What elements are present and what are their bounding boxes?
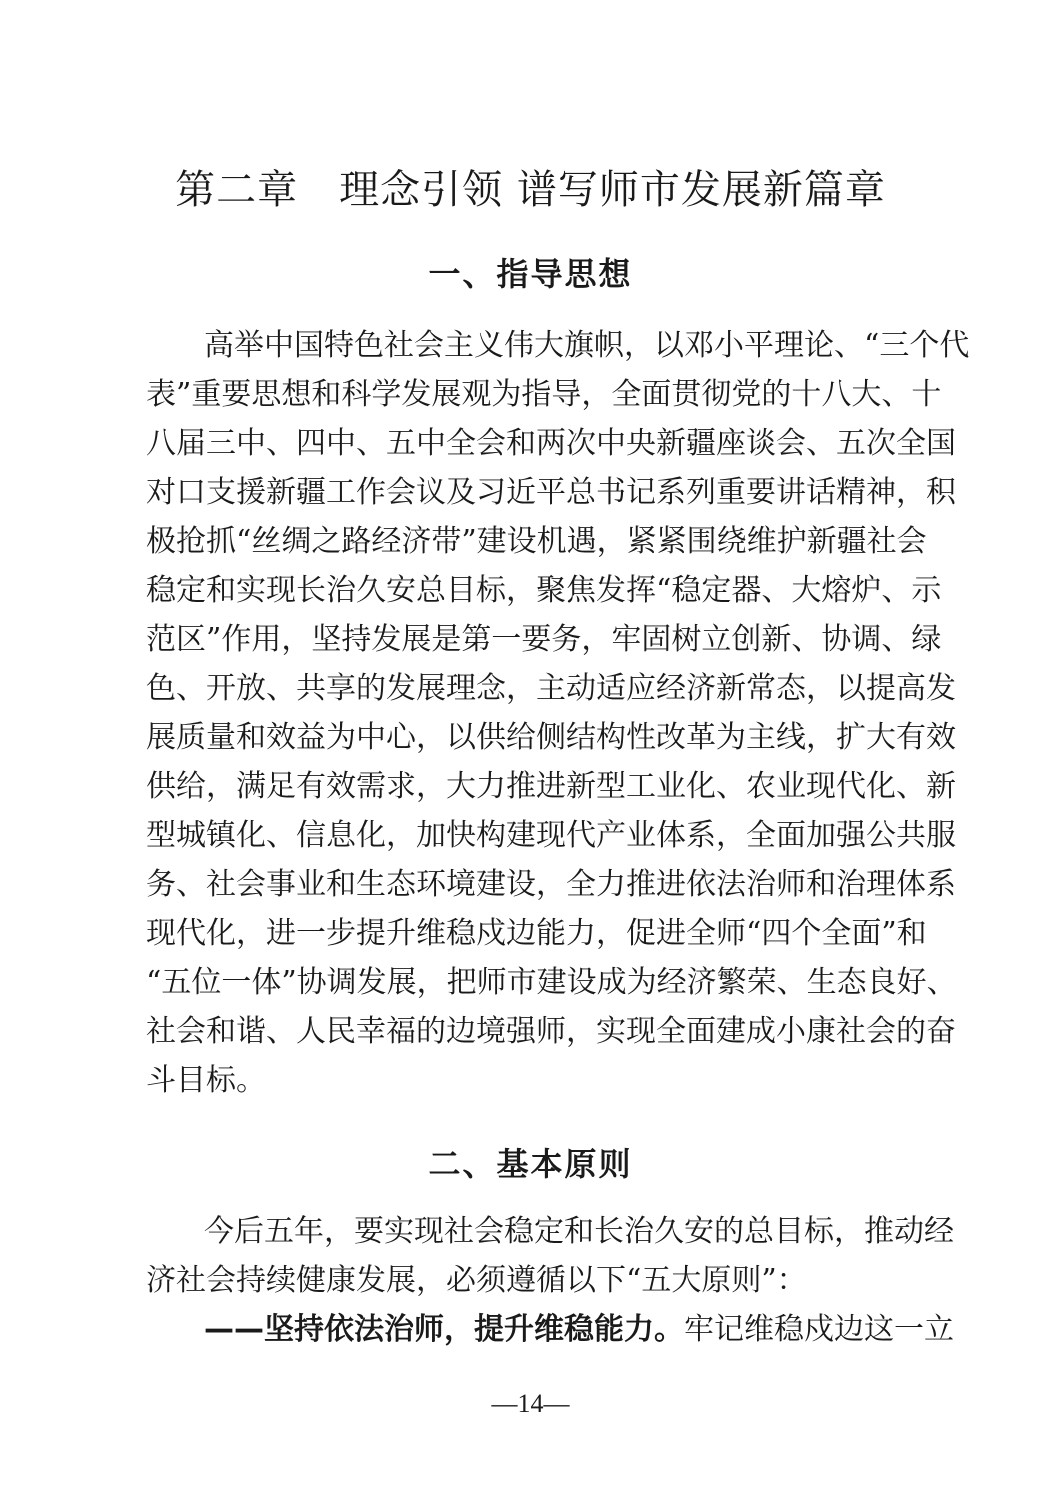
principle-lead: ——坚持依法治师，提升维稳能力。 (204, 1312, 684, 1347)
principle-line (204, 1303, 954, 1357)
paragraph-line: 今后五年，要实现社会稳定和长治久安的总目标，推动经 (204, 1214, 954, 1249)
paragraph-line: 供给，满足有效需求，大力推进新型工业化、农业现代化、新 (146, 769, 956, 804)
paragraph-line: 极抢抓“丝绸之路经济带”建设机遇，紧紧围绕维护新疆社会 (146, 524, 927, 559)
section-title-guiding-ideology: 一、指导思想 (428, 255, 633, 293)
paragraph-line: 表”重要思想和科学发展观为指导，全面贯彻党的十八大、十 (146, 377, 942, 412)
paragraph-line: 社会和谐、人民幸福的边境强师，实现全面建成小康社会的奋 (146, 1014, 956, 1049)
paragraph-line: 务、社会事业和生态环境建设，全力推进依法治师和治理体系 (146, 867, 956, 902)
section-title-basic-principles: 二、基本原则 (428, 1145, 633, 1183)
paragraph-line: 高举中国特色社会主义伟大旗帜，以邓小平理论、“三个代 (204, 328, 970, 363)
paragraph-line: 展质量和效益为中心，以供给侧结构性改革为主线，扩大有效 (146, 720, 956, 755)
paragraph-line: 斗目标。 (146, 1063, 266, 1098)
paragraph-line: 济社会持续健康发展，必须遵循以下“五大原则”： (146, 1263, 807, 1298)
principle-rest: 牢记维稳戍边这一立 (684, 1312, 954, 1347)
paragraph-line: “五位一体”协调发展，把师市建设成为经济繁荣、生态良好、 (146, 965, 957, 1000)
paragraph-line: 范区”作用，坚持发展是第一要务，牢固树立创新、协调、绿 (146, 622, 942, 657)
paragraph-line: 色、开放、共享的发展理念，主动适应经济新常态，以提高发 (146, 671, 956, 706)
paragraph-line: 现代化，进一步提升维稳戍边能力，促进全师“四个全面”和 (146, 916, 927, 951)
paragraph-line: 对口支援新疆工作会议及习近平总书记系列重要讲话精神，积 (146, 475, 956, 510)
paragraph-line: 型城镇化、信息化，加快构建现代产业体系，全面加强公共服 (146, 818, 956, 853)
page-number: —14— (491, 1389, 570, 1418)
paragraph-line: 稳定和实现长治久安总目标，聚焦发挥“稳定器、大熔炉、示 (146, 573, 942, 608)
chapter-title: 第二章 理念引领 谱写师市发展新篇章 (175, 167, 886, 213)
paragraph-line: 八届三中、四中、五中全会和两次中央新疆座谈会、五次全国 (146, 426, 956, 461)
